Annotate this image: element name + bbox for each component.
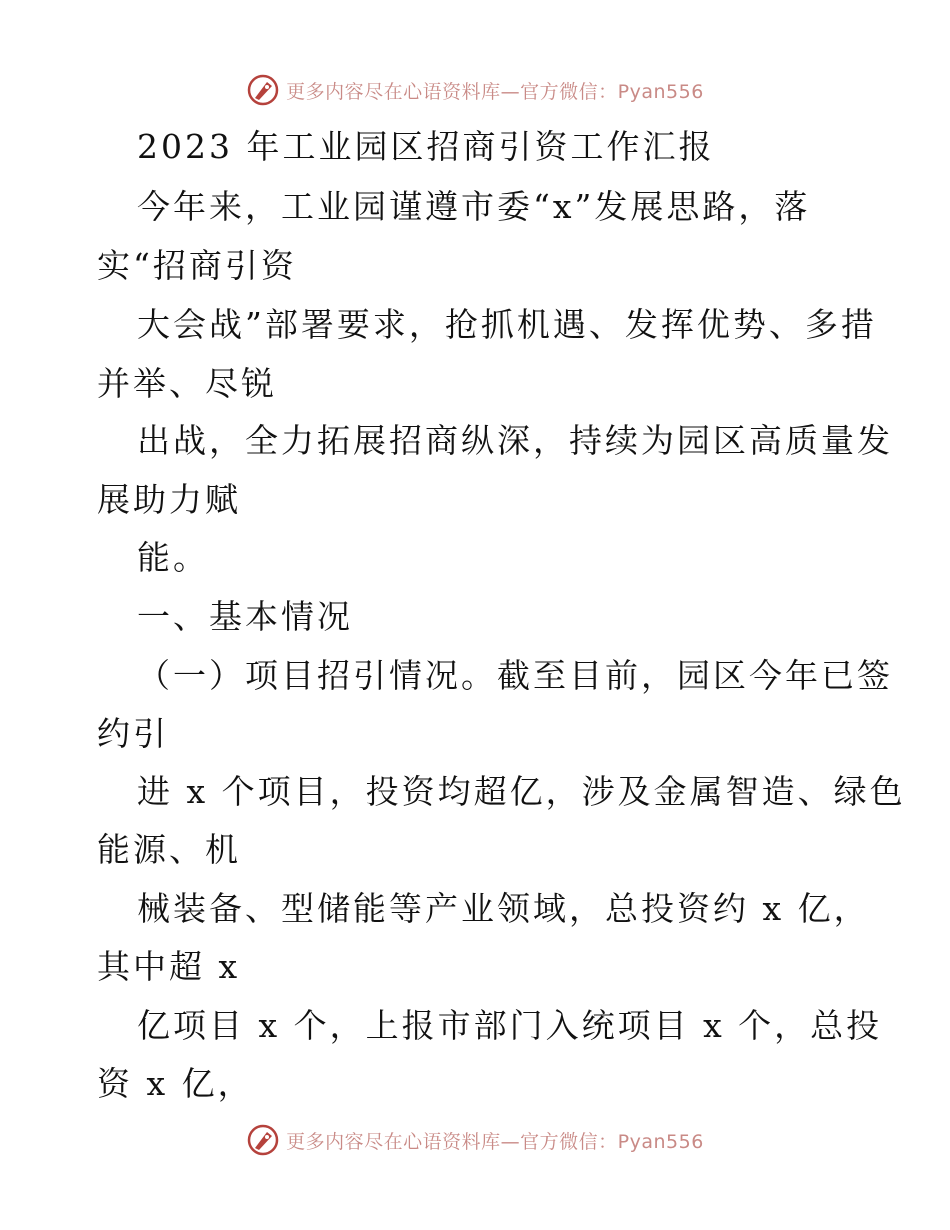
section-heading: 一、基本情况 (137, 597, 353, 636)
watermark-text: 更多内容尽在心语资料库—官方微信：Pyan556 (286, 1130, 704, 1153)
paragraph-line: 展助力赋 (97, 480, 241, 519)
paragraph-line: 械装备、型储能等产业领域，总投资约 x 亿， (137, 889, 870, 928)
pen-nib-circle-icon (246, 1123, 280, 1157)
watermark-footer (0, 1120, 950, 1160)
paragraph-line: 资 x 亿， (97, 1064, 254, 1103)
paragraph-line: （一）项目招引情况。截至目前，园区今年已签 (137, 656, 893, 695)
paragraph-line: 今年来，工业园谨遵市委“x”发展思路，落 (137, 187, 811, 226)
watermark-text: 更多内容尽在心语资料库—官方微信：Pyan556 (286, 80, 704, 103)
document-title: 2023 年工业园区招商引资工作汇报 (137, 127, 715, 166)
paragraph-line: 亿项目 x 个，上报市部门入统项目 x 个，总投 (137, 1006, 883, 1045)
paragraph-line: 约引 (97, 714, 169, 753)
paragraph-line: 实“招商引资 (97, 246, 297, 285)
paragraph-line: 进 x 个项目，投资均超亿，涉及金属智造、绿色 (137, 772, 906, 811)
paragraph-line: 并举、尽锐 (97, 364, 277, 403)
paragraph-line: 能。 (137, 538, 209, 577)
paragraph-line: 出战，全力拓展招商纵深，持续为园区高质量发 (137, 421, 893, 460)
paragraph-line: 大会战”部署要求，抢抓机遇、发挥优势、多措 (137, 305, 877, 344)
paragraph-line: 其中超 x (97, 947, 241, 986)
paragraph-line: 能源、机 (97, 830, 241, 869)
